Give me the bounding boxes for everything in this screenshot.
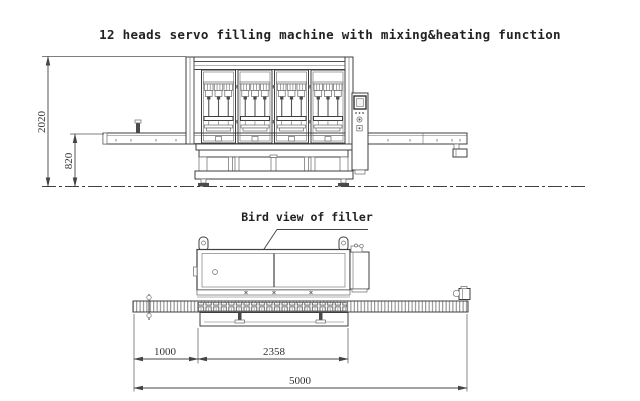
- front-view: [36, 27, 585, 187]
- dimension-conveyor-height: [63, 134, 104, 187]
- dim-label-conveyor-height: 820: [63, 152, 75, 170]
- frame-top-bar: [186, 57, 353, 62]
- panel-foot: [355, 170, 365, 174]
- dim-label-infeed: 1000: [154, 346, 176, 358]
- conveyor-drive-motor: [453, 149, 467, 157]
- leg-outer-left: [199, 157, 207, 171]
- dimension-overall-height: [36, 57, 186, 187]
- filler-body-top: [194, 237, 370, 297]
- leg-center: [271, 158, 276, 172]
- dimension-infeed-length: [134, 346, 198, 359]
- machine-base-front: [195, 144, 353, 187]
- dimension-total-length: [134, 375, 467, 388]
- dim-label-overall-height: 2020: [36, 111, 48, 133]
- door-panel-1: [202, 70, 236, 143]
- indicator-lights: [355, 112, 364, 114]
- base-beam: [195, 171, 353, 179]
- dim-label-total: 5000: [289, 375, 311, 387]
- side-tab: [194, 267, 198, 276]
- bottle-sensor-front: [136, 122, 140, 133]
- bird-view-label: Bird view of filler: [241, 210, 373, 224]
- conveyor-motor-bracket: [454, 144, 459, 149]
- drawing-title: 12 heads servo filling machine with mixing&heating function: [99, 27, 561, 42]
- door-panel-2: [238, 70, 272, 143]
- dimension-filler-length: [198, 346, 348, 359]
- conveyor-motor-top: [453, 287, 470, 300]
- leg-outer-right: [340, 157, 348, 171]
- tank-port: [213, 270, 218, 275]
- leveling-feet: [198, 179, 349, 187]
- dim-label-filler: 2358: [263, 346, 285, 358]
- door-panel-4: [311, 70, 345, 143]
- door-panel-3: [275, 70, 309, 143]
- bottles-on-belt: [198, 303, 347, 312]
- control-panel: [352, 93, 368, 174]
- machine-cabinet-front: [186, 57, 353, 144]
- belt-guard-bottom: [200, 313, 348, 327]
- bird-view: [133, 210, 470, 392]
